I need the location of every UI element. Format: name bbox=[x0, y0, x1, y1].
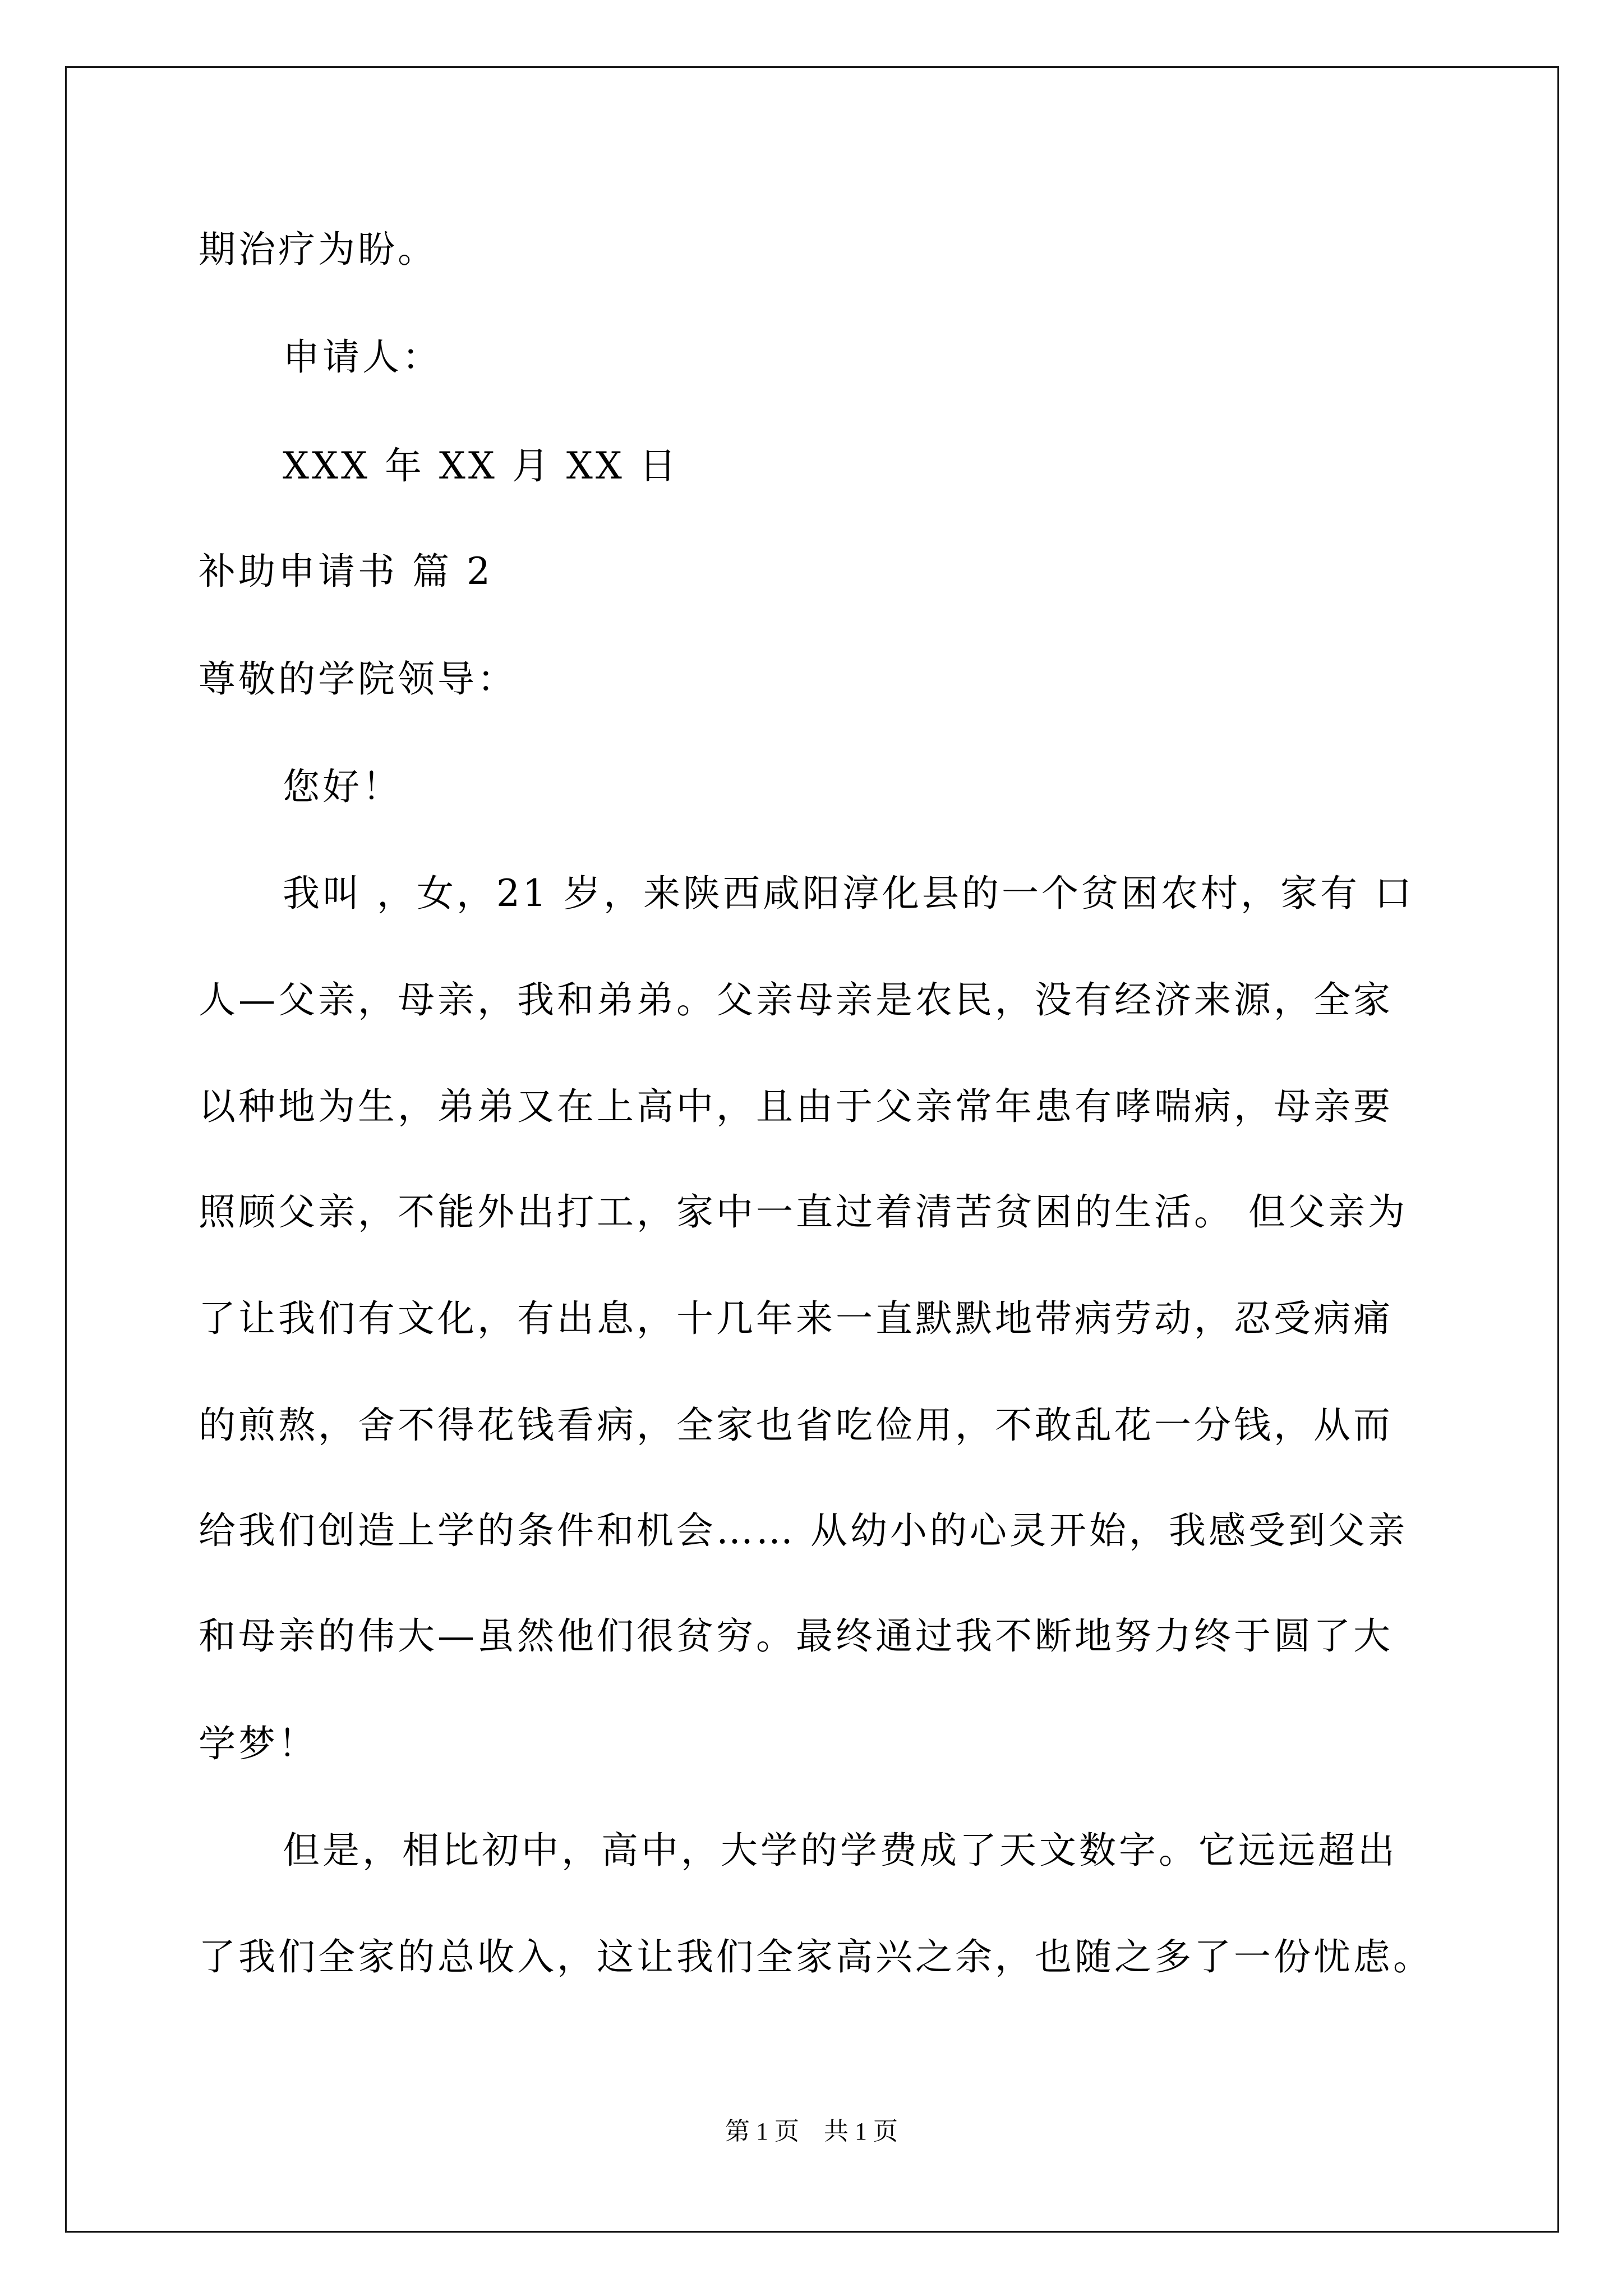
paragraph-line: 但是，相比初中，高中，大学的学费成了天文数字。它远远超出 bbox=[283, 1829, 1398, 1872]
paragraph-line: 以种地为生，弟弟又在上高中，且由于父亲常年患有哮喘病，母亲要 bbox=[199, 1085, 1393, 1128]
date-line: XXX 年 XX 月 XX 日 bbox=[283, 444, 679, 487]
salutation: 尊敬的学院领导： bbox=[199, 657, 517, 701]
paragraph-line: 给我们创造上学的条件和机会…… 从幼小的心灵开始，我感受到父亲 bbox=[199, 1509, 1408, 1552]
paragraph-line: 和母亲的伟大—虽然他们很贫穷。最终通过我不断地努力终于圆了大 bbox=[199, 1614, 1393, 1658]
paragraph-line: 了让我们有文化，有出息，十几年来一直默默地带病劳动，忍受病痛 bbox=[199, 1297, 1393, 1340]
applicant-label: 申请人： bbox=[283, 335, 442, 379]
greeting: 您好！ bbox=[283, 765, 402, 808]
page-number-footer: 第 1 页 共 1 页 bbox=[725, 2118, 898, 2145]
paragraph-line: 照顾父亲，不能外出打工，家中一直过着清苦贫困的生活。 但父亲为 bbox=[199, 1190, 1408, 1234]
section-heading: 补助申请书 篇 2 bbox=[199, 550, 493, 593]
paragraph-line: 人—父亲，母亲，我和弟弟。父亲母亲是农民，没有经济来源，全家 bbox=[199, 978, 1393, 1022]
paragraph-line: 的煎熬，舍不得花钱看病，全家也省吃俭用，不敢乱花一分钱，从而 bbox=[199, 1404, 1393, 1447]
paragraph-line: 学梦！ bbox=[199, 1722, 318, 1765]
paragraph-line: 了我们全家的总收入，这让我们全家高兴之余，也随之多了一份忧虑。 bbox=[199, 1935, 1433, 1978]
page-border bbox=[65, 66, 1559, 2233]
text-line: 期治疗为盼。 bbox=[199, 228, 437, 271]
paragraph-line: 我叫 ，女，21 岁，来陕西咸阳淳化县的一个贫困农村，家有 口 bbox=[283, 872, 1414, 915]
